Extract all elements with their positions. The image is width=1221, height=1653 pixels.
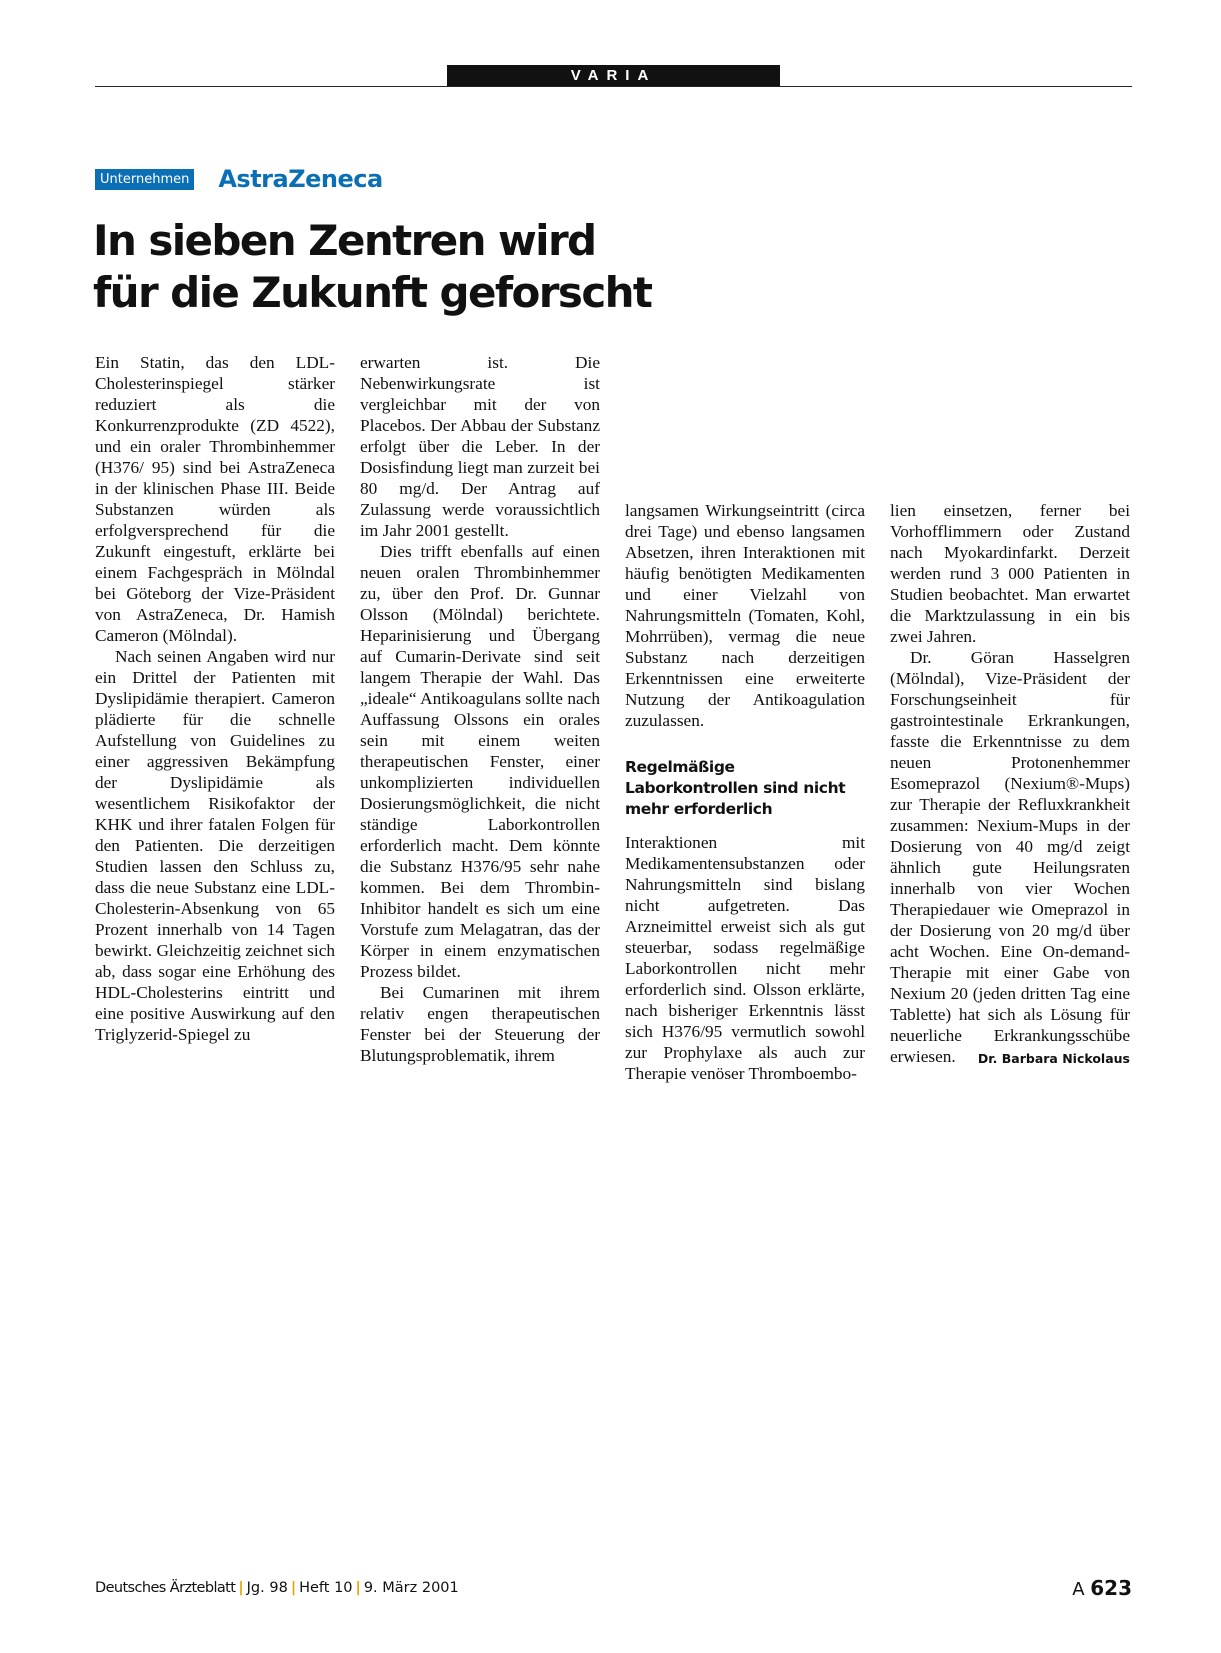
footer-separator: |	[355, 1580, 361, 1596]
paragraph: lien einsetzen, ferner bei Vorhofflimmern oder Zustand nach Myokardinfarkt. Derzeit werden rund 3 000 Patienten in Studien beobachtet. Man erwartet die Marktzulassung in ein bis zwei Jahren.	[890, 501, 1130, 646]
paragraph: erwarten ist. Die Nebenwirkungsrate ist vergleichbar mit der von Placebos. Der Abbau der Substanz erfolgt über die Leber. In der Dosisfindung liegt man zurzeit bei 80 mg/d. Der Antrag auf Zulassung werde voraussichtlich im Jahr 2001 gestellt.	[360, 353, 600, 540]
body-column-4	[890, 500, 1130, 1069]
headline-line-1: In sieben Zentren wird	[93, 216, 596, 265]
journal-issue: Heft 10	[299, 1580, 353, 1596]
category-badge: Unternehmen	[95, 169, 194, 190]
company-name: AstraZeneca	[218, 165, 383, 193]
paragraph	[890, 647, 1130, 1067]
paragraph-text: Dr. Göran Hasselgren (Mölndal), Vize-Präsident der Forschungseinheit für gastrointestinale Erkrankungen, fasste die Erkenntnisse zu dem neuen Protonenhemmer Esomeprazol (Nexium®-Mups) zur Therapie der Refluxkrankheit zusammen: Nexium-Mups in der Dosierung von 40 mg/d zeigt ähnlich gute Heilungsraten innerhalb von vier Wochen Therapiedauer wie Omeprazol in der Dosierung von 20 mg/d über acht Wochen. Eine On-demand-Therapie mit einer Gabe von Nexium 20 (jeden dritten Tag eine Tablette) hat sich als Lösung für neuerliche Erkrankungsschübe erwiesen.	[890, 648, 1130, 1066]
section-rule	[95, 86, 1132, 87]
journal-date: 9. März 2001	[363, 1580, 459, 1596]
journal-volume: Jg. 98	[246, 1580, 288, 1596]
page-prefix: A	[1072, 1579, 1085, 1600]
paragraph: langsamen Wirkungseintritt (circa drei Tage) und ebenso langsamen Absetzen, ihren Interaktionen mit häufig benötigten Medikamenten und einer Vielzahl von Nahrungsmitteln (Tomaten, Kohl, Mohrrüben), vermag die neue Substanz nach derzeitigen Erkenntnissen eine erweiterte Nutzung der Antikoagulation zuzulassen.	[625, 501, 865, 730]
paragraph: Ein Statin, das den LDL-Cholesterinspiegel stärker reduziert als die Konkurrenzprodukte (ZD 4522), und ein oraler Thrombinhemmer (H376/ 95) sind bei AstraZeneca in der klinischen Phase III. Beide Substanzen würden als erfolgversprechend für die Zukunft eingestuft, erklärte bei einem Fachgespräch in Mölndal bei Göteborg der Vize-Präsident von AstraZeneca, Dr. Hamish Cameron (Mölndal).	[95, 353, 335, 645]
body-column-1	[95, 352, 335, 1045]
journal-name: Deutsches Ärzteblatt	[95, 1580, 236, 1596]
footer-separator: |	[290, 1580, 297, 1596]
paragraph: Bei Cumarinen mit ihrem relativ engen therapeutischen Fenster bei der Steuerung der Blutungsproblematik, ihrem	[360, 983, 600, 1065]
paragraph: Nach seinen Angaben wird nur ein Drittel der Patienten mit Dyslipidämie therapiert. Cameron plädierte für die schnelle Aufstellung von Guidelines zu einer aggressiven Bekämpfung der Dyslipidämie als wesentlichem Risikofaktor der KHK und ihrer fatalen Folgen für den Patienten. Die derzeitigen Studien lassen den Schluss zu, dass die neue Substanz eine LDL-Cholesterin-Absenkung von 65 Prozent innerhalb von 14 Tagen bewirkt. Gleichzeitig zeichnet sich ab, dass sogar eine Erhöhung des HDL-Cholesterins eintritt und eine positive Auswirkung auf den Triglyzerid-Spiegel zu	[95, 647, 335, 1044]
page-number	[1072, 1576, 1132, 1600]
body-column-3	[625, 500, 865, 1084]
kicker	[95, 164, 383, 194]
body-column-2	[360, 352, 600, 1066]
paragraph: Interaktionen mit Medikamentensubstanzen oder Nahrungsmitteln sind bislang nicht aufgetreten. Das Arzneimittel erweist sich als gut steuerbar, sodass regelmäßige Laborkontrollen nicht mehr erforderlich sind. Olsson erklärte, nach bisheriger Erkenntnis lässt sich H376/95 vermutlich sowohl zur Prophylaxe als auch zur Therapie venöser Thromboembo-	[625, 833, 865, 1083]
paragraph: Dies trifft ebenfalls auf einen neuen oralen Thrombinhemmer zu, über den Prof. Dr. Gunnar Olsson (Mölndal) berichtete. Heparinisierung und Übergang auf Cumarin-Derivate sind seit langem Therapie der Wahl. Das „ideale“ Antikoagulans sollte nach Auffassung Olssons ein orales sein mit einem weiten therapeutischen Fenster, einer unkomplizierten individuellen Dosierungsmöglichkeit, die nicht ständige Laborkontrollen erforderlich macht. Dem könnte die Substanz H376/95 sehr nahe kommen. Bei dem Thrombin-Inhibitor handelt es sich um eine Vorstufe zum Melagatran, das der Körper in einem enzymatischen Prozess bildet.	[360, 542, 600, 981]
page-number-value: 623	[1090, 1576, 1132, 1600]
subheading: Regelmäßige Laborkontrollen sind nicht mehr erforderlich	[625, 758, 846, 818]
headline-line-2: für die Zukunft geforscht	[93, 268, 652, 317]
section-label: VARIA	[447, 65, 780, 86]
author-byline: Dr. Barbara Nickolaus	[977, 1051, 1130, 1066]
headline	[93, 215, 651, 319]
page-footer	[95, 1576, 1132, 1600]
footer-separator: |	[238, 1580, 244, 1596]
